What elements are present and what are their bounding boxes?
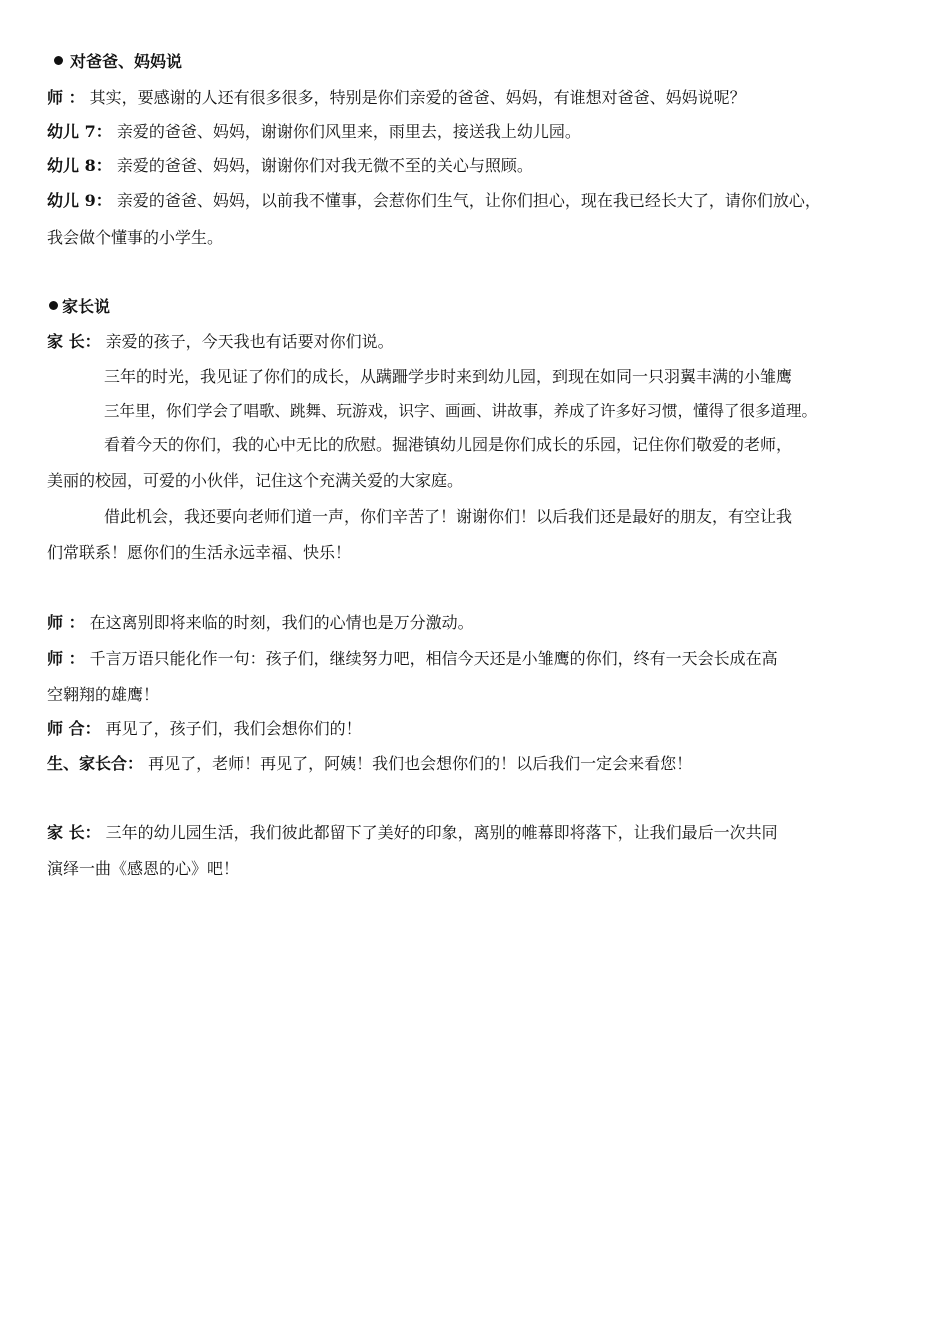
bullet-icon — [54, 56, 63, 65]
line-text: 们常联系！愿你们的生活永远幸福、快乐！ — [47, 543, 352, 562]
line-text: 空翱翔的雄鹰！ — [47, 685, 160, 704]
heading-text: 家长说 — [62, 297, 111, 316]
line-text: 美丽的校园，可爱的小伙伴，记住这个充满关爱的大家庭。 — [47, 471, 464, 490]
line-text: 我会做个懂事的小学生。 — [47, 228, 224, 247]
line-text: 三年的幼儿园生活，我们彼此都留下了美好的印象，离别的帷幕即将落下，让我们最后一次共同 — [105, 823, 778, 842]
dialogue-line-continued — [47, 685, 159, 705]
paragraph-line — [104, 367, 792, 387]
paragraph-line — [104, 435, 792, 455]
speaker-label: 幼儿 8： — [47, 156, 112, 175]
section-heading-parents — [54, 52, 182, 72]
dialogue-line-continued — [47, 228, 223, 248]
paragraph-line — [47, 543, 351, 563]
speaker-label: 生、家长合： — [47, 754, 144, 773]
line-text: 演绎一曲《感恩的心》吧！ — [47, 859, 240, 878]
line-text: 亲爱的孩子，今天我也有话要对你们说。 — [105, 332, 394, 351]
bullet-icon — [49, 301, 58, 310]
speaker-label: 幼儿 9： — [47, 191, 112, 210]
speaker-label: 师 ： — [47, 649, 85, 668]
line-text: 亲爱的爸爸、妈妈，谢谢你们对我无微不至的关心与照顾。 — [116, 156, 533, 175]
dialogue-line-continued — [47, 859, 239, 879]
paragraph-line — [47, 471, 463, 491]
dialogue-line — [47, 719, 362, 739]
line-text: 三年里，你们学会了唱歌、跳舞、玩游戏，识字、画画、讲故事，养成了许多好习惯，懂得了很多道理。 — [104, 402, 818, 420]
dialogue-line — [47, 649, 778, 669]
paragraph-line — [104, 507, 792, 527]
dialogue-line — [47, 332, 394, 352]
line-text: 借此机会，我还要向老师们道一声，你们辛苦了！谢谢你们！以后我们还是最好的朋友，有空让我 — [104, 507, 793, 526]
dialogue-line — [47, 613, 474, 633]
dialogue-line — [47, 754, 692, 774]
line-text: 再见了，孩子们，我们会想你们的！ — [105, 719, 362, 738]
line-text: 三年的时光，我见证了你们的成长，从蹒跚学步时来到幼儿园，到现在如同一只羽翼丰满的小雏鹰 — [104, 367, 793, 386]
speaker-label: 师 ： — [47, 88, 85, 107]
line-text: 亲爱的爸爸、妈妈，谢谢你们风里来，雨里去，接送我上幼儿园。 — [116, 122, 581, 141]
line-text: 亲爱的爸爸、妈妈，以前我不懂事，会惹你们生气，让你们担心，现在我已经长大了，请你们放心， — [116, 191, 821, 210]
line-text: 在这离别即将来临的时刻，我们的心情也是万分激动。 — [89, 613, 474, 632]
speaker-label: 家 长： — [47, 823, 101, 842]
line-text: 再见了，老师！再见了，阿姨！我们也会想你们的！以后我们一定会来看您！ — [148, 754, 693, 773]
heading-text: 对爸爸、妈妈说 — [70, 52, 183, 71]
dialogue-line — [47, 88, 746, 108]
section-heading-parent-speech — [49, 297, 110, 317]
dialogue-line — [47, 191, 821, 211]
dialogue-line — [47, 122, 581, 142]
speaker-label: 家 长： — [47, 332, 101, 351]
dialogue-line — [47, 823, 778, 843]
speaker-label: 师 ： — [47, 613, 85, 632]
speaker-label: 师 合： — [47, 719, 101, 738]
dialogue-line — [47, 156, 533, 176]
paragraph-line — [104, 401, 817, 421]
line-text: 看着今天的你们，我的心中无比的欣慰。掘港镇幼儿园是你们成长的乐园，记住你们敬爱的老师， — [104, 435, 793, 454]
line-text: 其实，要感谢的人还有很多很多，特别是你们亲爱的爸爸、妈妈，有谁想对爸爸、妈妈说呢？ — [89, 88, 746, 107]
speaker-label: 幼儿 7： — [47, 122, 112, 141]
line-text: 千言万语只能化作一句：孩子们，继续努力吧，相信今天还是小雏鹰的你们，终有一天会长成在高 — [89, 649, 778, 668]
